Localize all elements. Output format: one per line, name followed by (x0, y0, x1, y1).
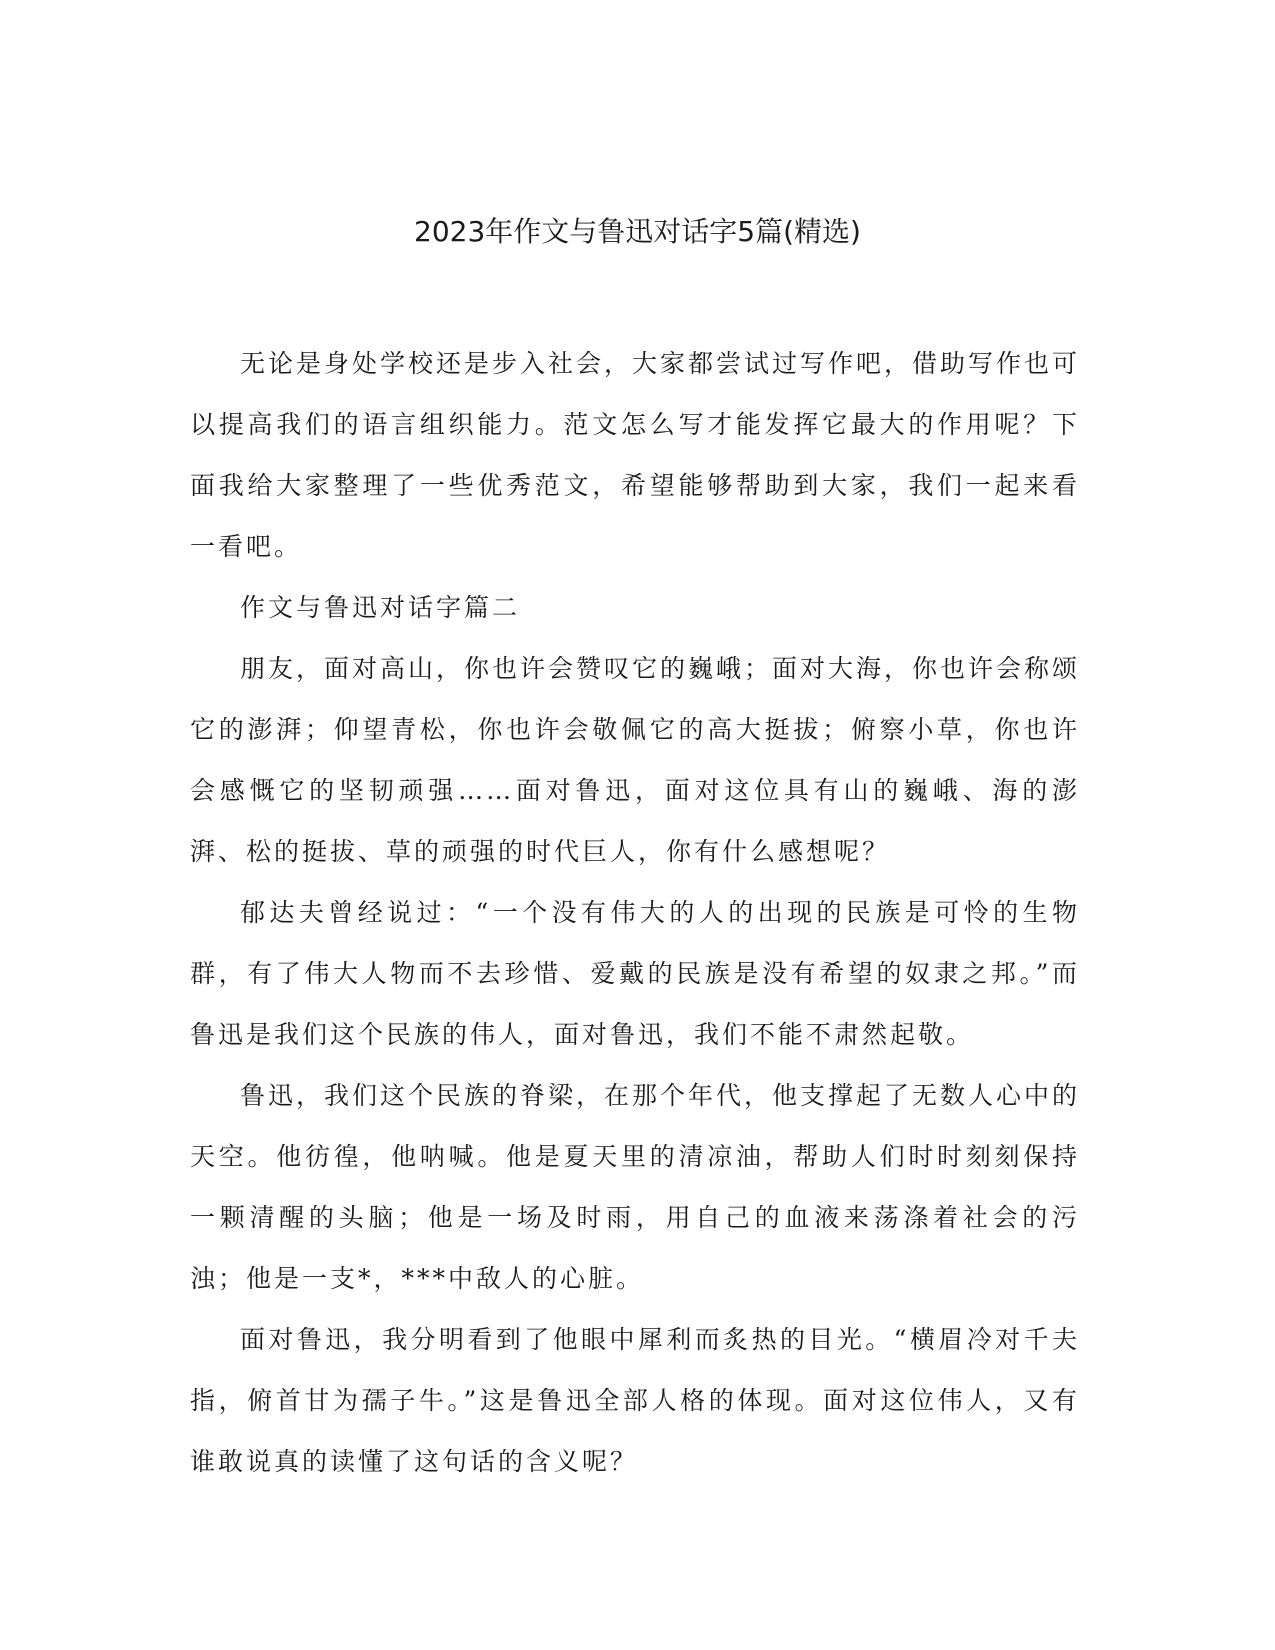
document-title: 2023年作文与鲁迅对话字5篇(精选) (414, 215, 861, 248)
paragraph: 面对鲁迅，我分明看到了他眼中犀利而炙热的目光。“横眉冷对千夫指，俯首甘为孺子牛。”这是鲁迅全部人格的体现。面对这位伟人，又有谁敢说真的读懂了这句话的含义呢？ (190, 1325, 1080, 1476)
paragraph: 鲁迅，我们这个民族的脊梁，在那个年代，他支撑起了无数人心中的天空。他彷徨，他呐喊。他是夏天里的清凉油，帮助人们时时刻刻保持一颗清醒的头脑；他是一场及时雨，用自己的血液来荡涤着社会的污浊；他是一支*，***中敌人的心脏。 (190, 1081, 1081, 1293)
paragraph-intro: 无论是身处学校还是步入社会，大家都尝试过写作吧，借助写作也可以提高我们的语言组织能力。范文怎么写才能发挥它最大的作用呢？下面我给大家整理了一些优秀范文，希望能够帮助到大家，我们一起来看一看吧。 (190, 349, 1081, 561)
section-heading: 作文与鲁迅对话字篇二 (240, 593, 521, 622)
document-body (190, 333, 1080, 1492)
paragraph: 郁达夫曾经说过：“一个没有伟大的人的出现的民族是可怜的生物群，有了伟大人物而不去珍惜、爱戴的民族是没有希望的奴隶之邦。”而鲁迅是我们这个民族的伟人，面对鲁迅，我们不能不肃然起敬。 (190, 898, 1080, 1049)
paragraph: 朋友，面对高山，你也许会赞叹它的巍峨；面对大海，你也许会称颂它的澎湃；仰望青松，你也许会敬佩它的高大挺拔；俯察小草，你也许会感慨它的坚韧顽强……面对鲁迅，面对这位具有山的巍峨、海的澎湃、松的挺拔、草的顽强的时代巨人，你有什么感想呢？ (190, 654, 1081, 866)
